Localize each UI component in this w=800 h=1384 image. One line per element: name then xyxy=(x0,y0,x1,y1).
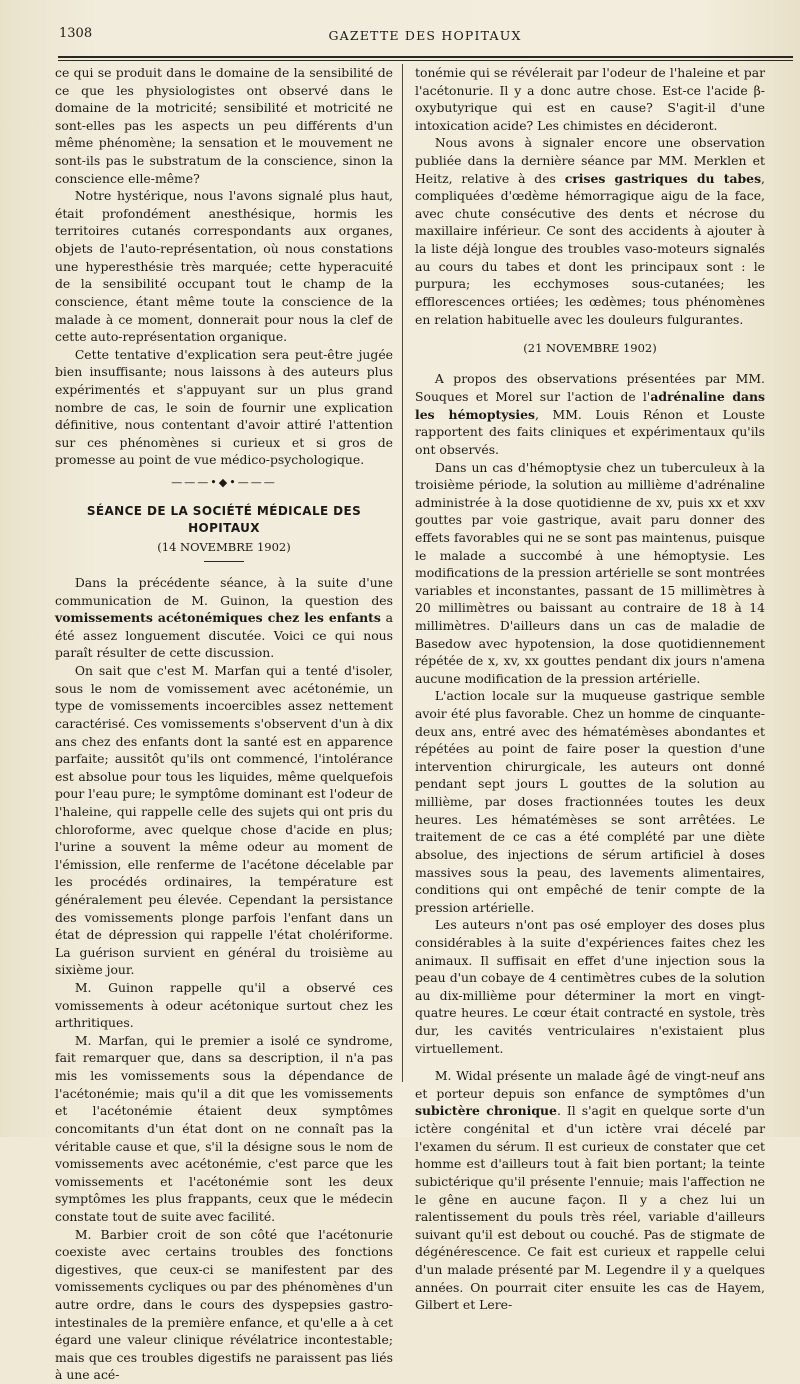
paragraph: Les auteurs n'ont pas osé employer des doses plus considérables à la suite d'expériences faites chez les animaux. Il suffisait en effet d'une injection sous la peau d'un cobaye de 4 centimètres cubes de la solution au dix-millième pour déterminer la mort en vingt-quatre heures. Le cœur était contracté en systole, très dur, les cavités ventriculaires n'existaient plus virtuellement. xyxy=(415,917,765,1056)
header-rule xyxy=(58,56,793,58)
left-column xyxy=(55,64,393,1384)
paragraph: M. Guinon rappelle qu'il a observé ces vomissements à odeur acétonique surtout chez les arthritiques. xyxy=(55,980,393,1031)
paragraph: Dans un cas d'hémoptysie chez un tuberculeux à la troisième période, la solution au millième d'adrénaline administrée à la dose quotidienne de xv, puis xx et xxv gouttes par voie gastrique, avait paru donner des effets favorables qui ne se sont pas maintenus, puisque le malade a succombé à une hémoptysie. Les modifications de la pression artérielle se sont montrées variables et inconstantes, passant de 15 millimètres à 20 millimètres ou baissant au contraire de 18 à 14 millimètres. D'ailleurs dans un cas de maladie de Basedow avec hypotension, la dose quotidiennement répétée de x, xv, xx gouttes pendant dix jours n'amena aucune modification de la pression artérielle. xyxy=(415,459,765,686)
bold-term: crises gastriques du tabes xyxy=(564,170,762,186)
page-header xyxy=(55,24,795,50)
right-column xyxy=(415,64,765,1314)
page-number: 1308 xyxy=(59,26,93,41)
paragraph: Nous avons à signaler encore une observation publiée dans la dernière séance par MM. Merklen et Heitz, relative à des crises gastriques du tabes, compliquées d'œdème hémorragique aigu de la face, avec chute consécutive des dents et nécrose du maxillaire inférieur. Ce sont des accidents à ajouter à la liste déjà longue des troubles vaso-moteurs signalés au cours du tabes et dont les principaux sont : le purpura; les ecchymoses sous-cutanées; les efflorescences ortiées; les œdèmes; tous phénomènes en relation habituelle avec les douleurs fulgurantes. xyxy=(415,135,765,327)
column-divider xyxy=(402,64,403,1082)
paragraph: ce qui se produit dans le domaine de la sensibilité de ce que les physiologistes ont observé dans le domaine de la motricité; sensibilité et motricité ne sont-elles pas les aspects un peu différents d'un même phénomène; la sensation et le mouvement ne sont-ils pas le substratum de la conscience, sinon la conscience elle-même? xyxy=(55,65,393,186)
header-rule-thin xyxy=(58,60,793,61)
paragraph: L'action locale sur la muqueuse gastrique semble avoir été plus favorable. Chez un homme de cinquante-deux ans, entré avec des hématémèses abondantes et répétées au point de faire poser la question d'une intervention chirurgicale, les auteurs ont donné pendant sept jours L gouttes de la solution au millième, par doses fractionnées toutes les deux heures. Les hématémèses se sont arrêtées. Le traitement de ce cas a été complété par une diète absolue, des injections de sérum artificiel à doses massives sous la peau, des lavements alimentaires, conditions qui ont empêché de tenir compte de la pression artérielle. xyxy=(415,688,765,915)
paragraph: M. Widal présente un malade âgé de vingt-neuf ans et porteur depuis son enfance de symptômes d'un subictère chronique. Il s'agit en quelque sorte d'un ictère congénital et d'un ictère vrai décelé par l'examen du sérum. Il est curieux de constater que cet homme est d'ailleurs tout à fait bien portant; la teinte subictérique qu'il présente l'ennuie; mais l'affection ne le gêne en aucune façon. Il y a chez lui un ralentissement du pouls très réel, variable d'ailleurs suivant qu'il est debout ou couché. Pas de stigmate de dégénérescence. Ce fait est curieux et rappelle celui d'un malade présenté par M. Legendre il y a quelques années. On pourrait citer ensuite les cas de Hayem, Gilbert et Lere- xyxy=(415,1068,765,1313)
section-ornament: ———•◆•——— xyxy=(171,476,277,490)
paragraph: M. Barbier croit de son côté que l'acétonurie coexiste avec certains troubles des fonctions digestives, que ceux-ci se manifestent par des vomissements cycliques ou par des phénomènes d'un autre ordre, dans le cours des dyspepsies gastro-intestinales de la première enfance, et qu'elle a à cet égard une valeur clinique révélatrice incontestable; mais que ces troubles digestifs ne paraissent pas liés à une acé- xyxy=(55,1226,393,1383)
bold-term: adrénaline dans les hémoptysies xyxy=(415,389,765,422)
section-heading: SÉANCE DE LA SOCIÉTÉ MÉDICALE DES HOPITAUX xyxy=(86,503,362,535)
paragraph: Cette tentative d'explication sera peut-être jugée bien insuffisante; nous laissons à des auteurs plus expérimentés et s'appuyant sur un plus grand nombre de cas, le soin de fournir une explication définitive, nous contentant d'avoir attiré l'attention sur ces phénomènes si curieux et si gros de promesse au point de vue médico-psychologique. xyxy=(55,346,393,468)
paragraph: A propos des observations présentées par MM. Souques et Morel sur l'action de l'adrénaline dans les hémoptysies, MM. Louis Rénon et Louste rapportent des faits cliniques et expérimentaux qu'ils ont observés. xyxy=(415,371,765,457)
paragraph: On sait que c'est M. Marfan qui a tenté d'isoler, sous le nom de vomissement avec acétonémie, un type de vomissements incoercibles assez nettement caractérisé. Ces vomissements s'observent d'un à dix ans chez des enfants dont la santé est en apparence parfaite; aussitôt qu'ils ont commencé, l'intolérance est absolue pour tous les liquides, même quelquefois pour l'eau pure; le symptôme dominant est l'odeur de l'haleine, qui rappelle celle des sujets qui ont pris du chloroforme, avec quelque chose d'acide en plus; l'urine a souvent la même odeur au moment de l'émission, elle renferme de l'acétone décelable par les procédés ordinaires, la température est généralement peu élevée. Cependant la persistance des vomissements plonge parfois l'enfant dans un état de dépression qui rappelle l'état cholériforme. La guérison survient en général du troisième au sixième jour. xyxy=(55,663,393,978)
section-date: (14 NOVEMBRE 1902) xyxy=(157,539,291,554)
paragraph: Notre hystérique, nous l'avons signalé plus haut, était profondément anesthésique, hormis les territoires cutanés correspondants aux organes, objets de l'auto-représentation, où nous constations une hyperesthésie très marquée; cette hyperacuité de la sensibilité occupant tout le champ de la conscience, étant même toute la conscience de la malade à ce moment, donnerait pour nous la clef de cette auto-représentation organique. xyxy=(55,188,393,345)
bold-term: subictère chronique xyxy=(415,1103,557,1119)
paragraph: M. Marfan, qui le premier a isolé ce syndrome, fait remarquer que, dans sa description, il n'a pas mis les vomissements sous la dépendance de l'acétonémie; mais qu'il a dit que les vomissements et l'acétonémie étaient deux symptômes concomitants d'un état dont on ne connaît pas la véritable cause et que, s'il la désigne sous le nom de vomissements avec acétonémie, c'est parce que les vomissements et l'acétonémie sont les deux symptômes les plus frappants, ceux que le médecin constate tout de suite avec facilité. xyxy=(55,1032,393,1224)
journal-title: GAZETTE DES HOPITAUX xyxy=(328,28,522,43)
paragraph: tonémie qui se révélerait par l'odeur de l'haleine et par l'acétonurie. Il y a donc autre chose. Est-ce l'acide β-oxybutyrique qui est en cause? S'agit-il d'une intoxication acide? Les chimistes en décideront. xyxy=(415,65,765,133)
bold-term: vomissements acétonémiques chez les enfants xyxy=(55,610,381,626)
paragraph: Dans la précédente séance, à la suite d'une communication de M. Guinon, la question des vomissements acétonémiques chez les enfants a été assez longuement discutée. Voici ce qui nous paraît résulter de cette discussion. xyxy=(55,575,393,661)
section-date: (21 NOVEMBRE 1902) xyxy=(523,341,657,356)
divider xyxy=(204,561,244,562)
